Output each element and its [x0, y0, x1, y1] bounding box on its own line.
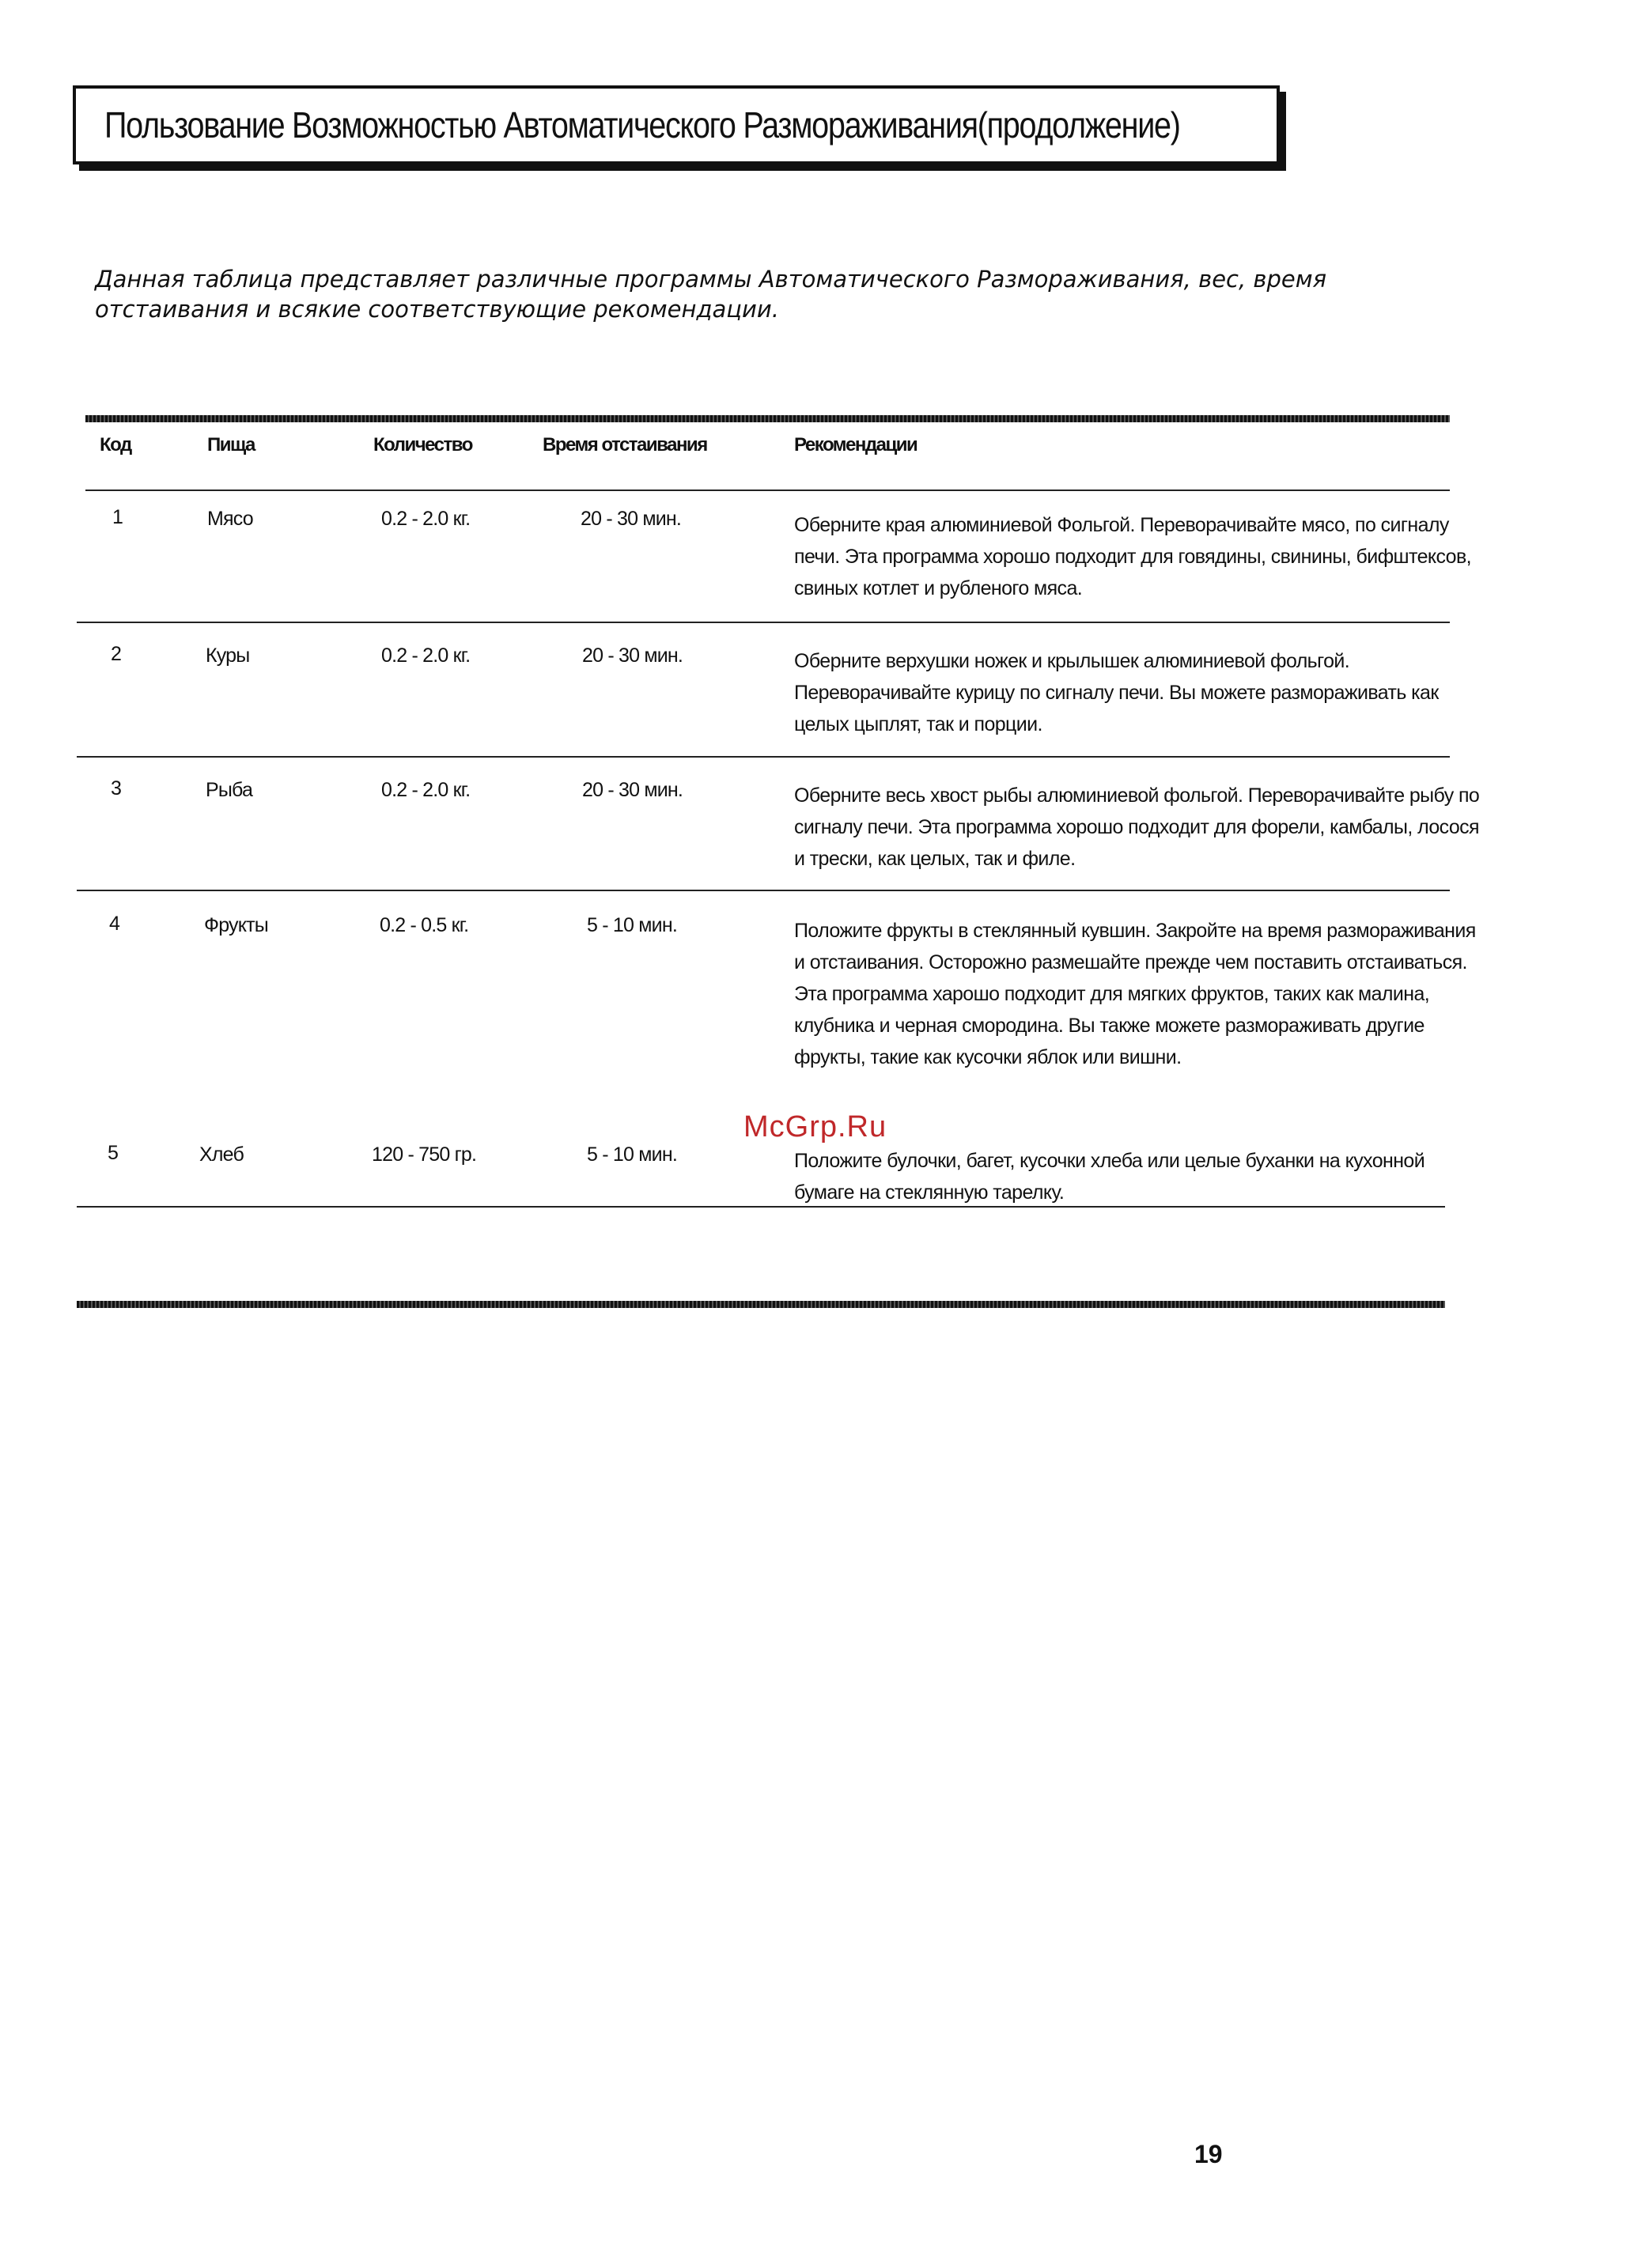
- row-code: 4: [109, 913, 120, 935]
- row-recommendation: Оберните верхушки ножек и крылышек алюминиевой фольгой. Переворачивайте курицу по сигналу печи. Вы можете размораживать как целых цыплят, так и порции.: [794, 650, 1439, 735]
- header-quantity: Количество: [373, 434, 472, 455]
- table-top-rule: [85, 415, 1450, 422]
- row-standing-time: 20 - 30 мин.: [582, 644, 683, 667]
- row-quantity: 0.2 - 2.0 кг.: [381, 779, 471, 801]
- header-separator: [85, 490, 1450, 491]
- row-food: Мясо: [207, 508, 253, 530]
- row-quantity: 0.2 - 2.0 кг.: [381, 644, 471, 667]
- row-quantity: 0.2 - 0.5 кг.: [380, 914, 469, 936]
- row-recommendation: Оберните весь хвост рыбы алюминиевой фольгой. Переворачивайте рыбу по сигналу печи. Эта программа хорошо подходит для форели, камбалы, лосося и трески, как целых, так и филе.: [794, 784, 1480, 870]
- row-separator: [77, 622, 1450, 623]
- row-quantity: 120 - 750 гр.: [372, 1143, 477, 1166]
- header-food: Пища: [207, 434, 255, 455]
- header-code: Код: [100, 434, 131, 455]
- row-food: Куры: [206, 644, 250, 667]
- row-recommendation: Положите фрукты в стеклянный кувшин. Закройте на время размораживания и отстаивания. Осторожно размешайте прежде чем поставить отстаиваться. Эта программа харошо подходит для мягких фруктов, таких как малина, клубника и черная смородина. Вы также можете размораживать другие фрукты, такие как кусочки яблок или вишни.: [794, 920, 1476, 1068]
- intro-paragraph: Данная таблица представляет различные программы Автоматического Размораживания, вес, время отстаивания и всякие соответствующие рекомендации.: [95, 266, 1327, 323]
- row-recommendation: Оберните края алюминиевой Фольгой. Переворачивайте мясо, по сигналу печи. Эта программа хорошо подходит для говядины, свинины, бифштексов, свиных котлет и рубленого мяса.: [794, 514, 1471, 599]
- row-code: 2: [111, 643, 122, 665]
- row-code: 5: [108, 1142, 119, 1164]
- page-number: 19: [1194, 2140, 1223, 2168]
- row-standing-time: 5 - 10 мин.: [587, 1143, 677, 1166]
- row-code: 3: [111, 777, 122, 799]
- row-separator: [77, 1206, 1445, 1208]
- row-separator: [77, 756, 1450, 758]
- row-code: 1: [112, 506, 123, 528]
- row-separator: [77, 890, 1450, 891]
- row-quantity: 0.2 - 2.0 кг.: [381, 508, 471, 530]
- row-standing-time: 5 - 10 мин.: [587, 914, 677, 936]
- row-food: Рыба: [206, 779, 253, 801]
- page-title: Пользование Возможностью Автоматического Размораживания(продолжение): [104, 104, 1180, 146]
- row-food: Хлеб: [199, 1143, 244, 1166]
- row-food: Фрукты: [204, 914, 268, 936]
- table-bottom-rule: [77, 1301, 1445, 1308]
- page-title-box: [73, 85, 1280, 164]
- row-recommendation: Положите булочки, багет, кусочки хлеба или целые буханки на кухонной бумаге на стеклянную тарелку.: [794, 1150, 1425, 1204]
- row-standing-time: 20 - 30 мин.: [581, 508, 682, 530]
- watermark: McGrp.Ru: [743, 1110, 887, 1143]
- header-standing-time: Время отстаивания: [543, 434, 707, 455]
- header-recommendations: Рекомендации: [794, 434, 917, 455]
- row-standing-time: 20 - 30 мин.: [582, 779, 683, 801]
